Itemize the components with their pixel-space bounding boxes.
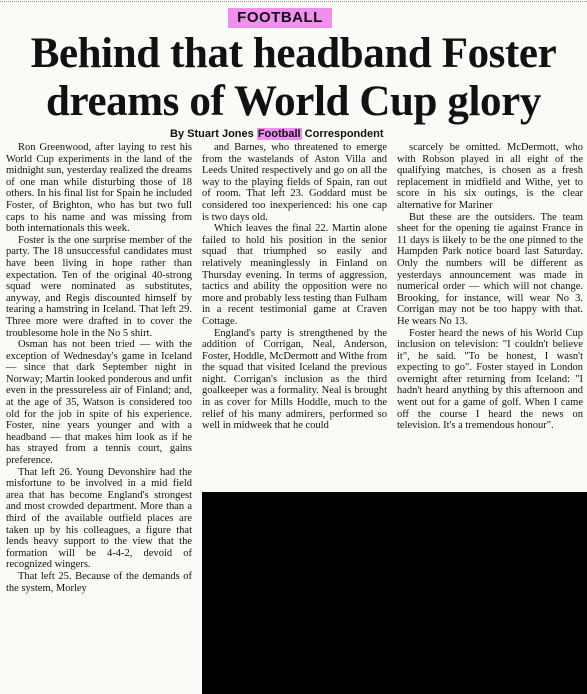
paragraph: Foster heard the news of his World Cup inclusion on television: "I couldn't believe it", he said. "To be honest, I wasn't expecting to go". Foster stayed in London overnight after returning from Iceland: "I hadn't heard anything by this afternoon and went out for a game of golf. When I came off the course I heard the news on television. It's a tremendous honour".	[397, 327, 583, 432]
article-column-2	[202, 142, 387, 432]
paragraph: Ron Greenwood, after laying to rest his World Cup experiments in the land of the midnight sun, yesterday realized the dreams of one man while disturbing those of 18 others. In his final list for Spain he included Foster, of Brighton, who has but two full caps to his name and was missing from both internationals this week.	[6, 142, 192, 235]
paragraph: Which leaves the final 22. Martin alone failed to hold his position in the senior squad that triumphed so easily and relatively meaninglessly in Finland on Thursday evening. In terms of aggression, tactics and ability the opposition were no more and probably less testing than Fulham in a recent testimonial game at Craven Cottage.	[202, 223, 387, 327]
paragraph: England's party is strengthened by the addition of Corrigan, Neal, Anderson, Foster, Hoddle, McDermott and Withe from the squad that visited Iceland the previous night. Corrigan's inclusion as the third goalkeeper was a formality. Neal is brought in as cover for Mills Hoddle, much to the relief of his many admirers, performed so well in midweek that he could	[202, 327, 387, 432]
paragraph: But these are the outsiders. The team sheet for the opening tie against France in 11 days is likely to be the one pinned to the Hampden Park notice board last Saturday. Only the numbers will be different as yesterdays announcement was made in numerical order — which will not change. Brooking, for instance, will wear No 3. Corrigan may not be too happy with that. He wears No 13.	[397, 211, 583, 327]
headline-line-1: Behind that headband Foster	[30, 30, 557, 77]
paragraph: and Barnes, who threatened to emerge from the wastelands of Aston Villa and Leeds United respectively and go on all the way to the playing fields of Spain, ran out of room. That left 23. Goddard must be considered too inexperienced: his one cap is two days old.	[202, 142, 387, 223]
byline-role: Correspondent	[304, 128, 384, 140]
byline-author: By Stuart Jones	[170, 128, 254, 140]
paragraph: scarcely be omitted. McDermott, who with Robson played in all eight of the qualifying matches, is chosen as a fresh replacement in midfield and Withe, yet to score in his six outings, is the clear alternative for Mariner	[397, 142, 583, 211]
paragraph: Osman has not been tried — with the exception of Wednesday's game in Iceland — since that dark September night in Norway; Martin looked ponderous and unfit even in the pressureless air of Finland; and, at the age of 35, Watson is considered too old for the job in spite of his experience. Foster, nine years younger and with a headband — that makes him look as if he has strayed from a tennis court, gains preference.	[6, 339, 192, 467]
paragraph: That left 26. Young Devonshire had the misfortune to be involved in a mid field area that has become England's strongest and most crowded department. More than a third of the available outfield places are taken up by his colleagues, a figure that lends heavy support to the view that the formation will be 4-4-2, devoid of recognized wingers.	[6, 466, 192, 571]
headline	[0, 30, 587, 126]
paragraph: That left 25. Because of the demands of the system, Morley	[6, 570, 192, 594]
section-label: FOOTBALL	[228, 8, 332, 28]
top-rule	[0, 1, 587, 2]
headline-line-2: dreams of World Cup glory	[46, 78, 541, 125]
paragraph: Foster is the one surprise member of the party. The 18 unsuccessful candidates must have been living in hope rather than expectation. Ten of the original 40-strong squad were nominated as substitutes, anyway, and Regis discounted himself by tearing a hamstring in Iceland. That left 29. Three more were drafted in to cover the troublesome hole in the No 5 shirt.	[6, 234, 192, 339]
redacted-block	[202, 492, 587, 694]
byline	[170, 127, 384, 141]
article-column-1	[6, 142, 192, 594]
article-column-3	[397, 142, 583, 432]
byline-highlight: Football	[257, 128, 301, 140]
